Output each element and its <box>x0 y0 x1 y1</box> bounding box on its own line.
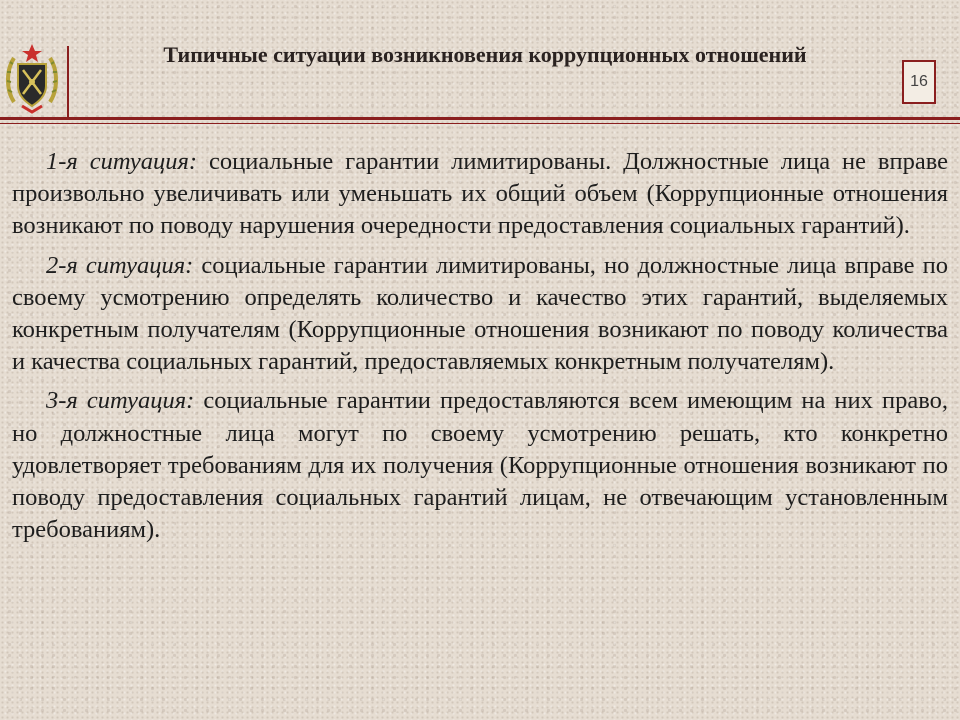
slide-number: 16 <box>910 73 928 90</box>
situation-paragraph-1 <box>12 146 948 243</box>
situation-label: 2-я ситуация: <box>46 251 194 279</box>
situation-text: социальные гарантии лимитированы. Должностные лица не вправе произвольно увеличивать или уменьшать их общий объем (Коррупционные отношения возникают по поводу нарушения очередности предоставления социальных гарантий). <box>12 148 949 240</box>
emblem-divider <box>67 46 69 118</box>
slide-header <box>0 0 960 124</box>
header-divider <box>0 117 960 120</box>
situation-text: социальные гарантии предоставляются всем имеющим на них право, но должностные лица могут по своему усмотрению решать, кто конкретно удовлетворяет требованиям для их получения (Коррупционные отношения возникают по поводу предоставления социальных гарантий лицам, не отвечающим установленным требованиям). <box>12 387 949 544</box>
header-divider-thin <box>0 123 960 124</box>
page-title: Типичные ситуации возникновения коррупционных отношений <box>163 42 807 67</box>
situation-paragraph-2 <box>12 250 948 379</box>
slide-number-badge <box>902 60 936 104</box>
situation-label: 1-я ситуация: <box>46 148 198 175</box>
military-emblem-icon <box>4 42 60 114</box>
slide-content <box>12 146 948 553</box>
situation-paragraph-3 <box>12 385 948 546</box>
situation-text: социальные гарантии лимитированы, но должностные лица вправе по своему усмотрению определять количество и качество этих гарантий, выделяемых конкретным получателям (Коррупционные отношения возникают по поводу количества и качества социальных гарантий, предоставляемых конкретным получателям). <box>12 251 948 376</box>
situation-label: 3-я ситуация: <box>46 387 195 415</box>
